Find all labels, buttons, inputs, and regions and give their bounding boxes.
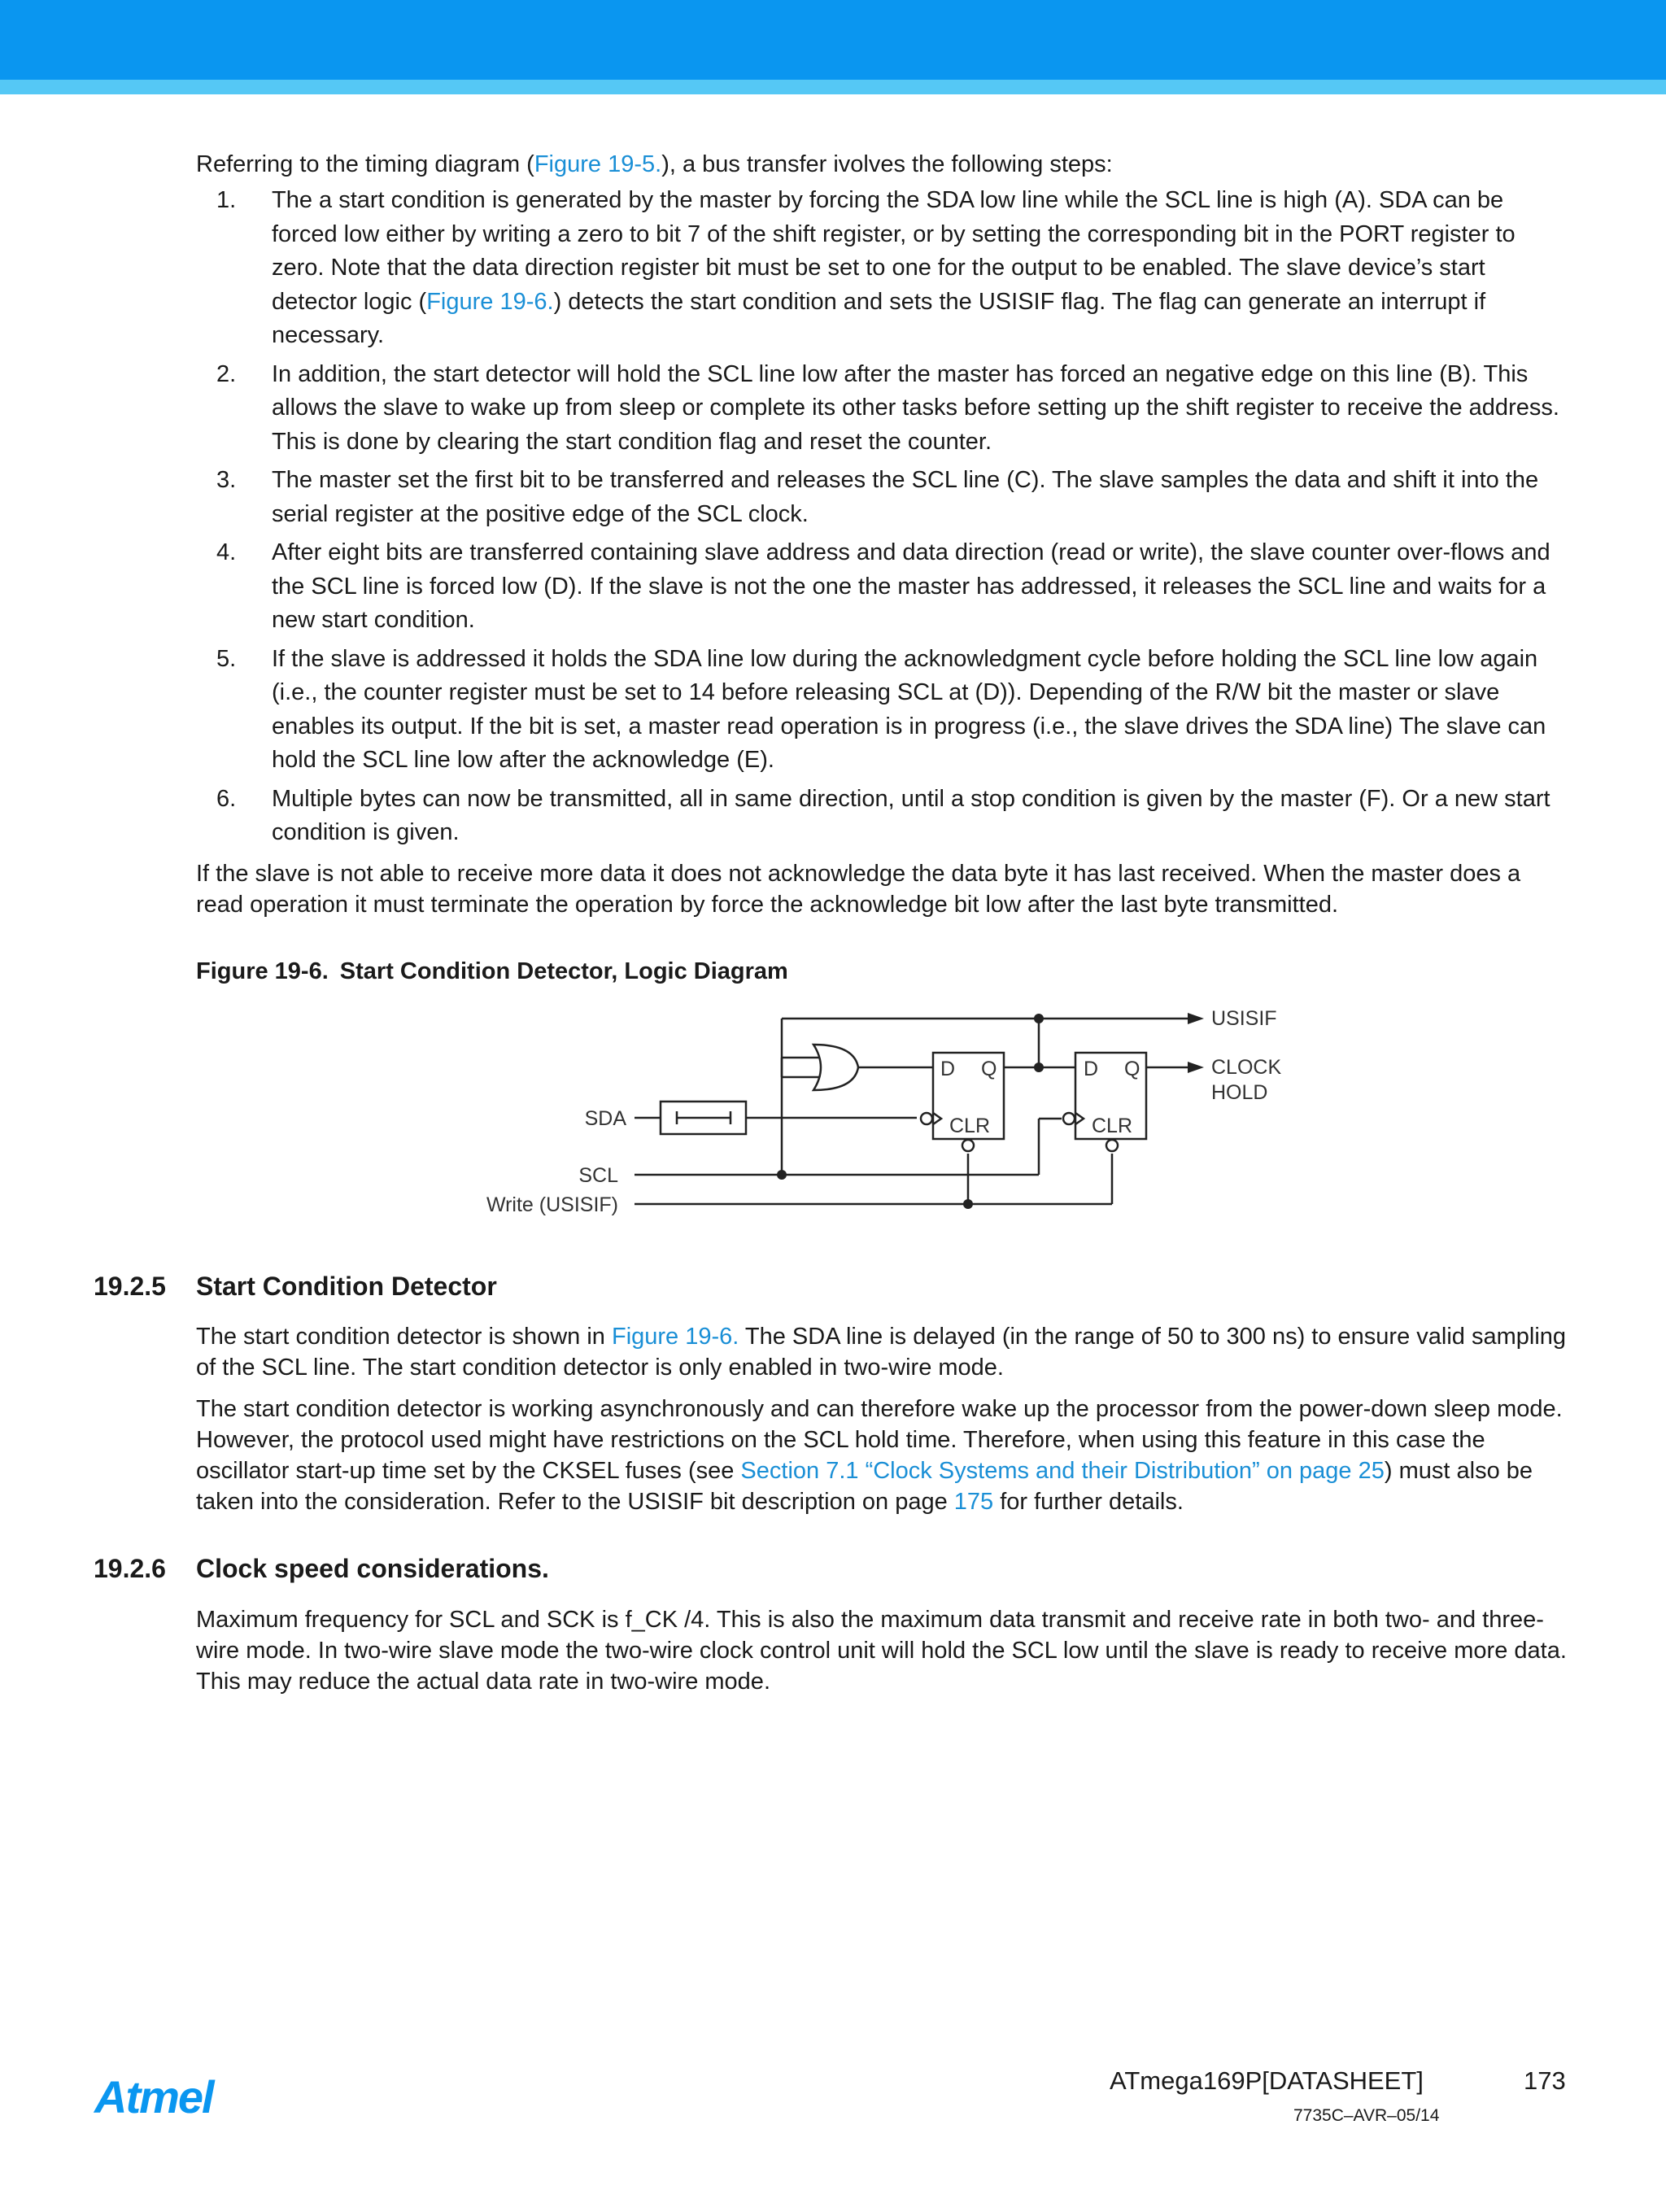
ff1-clock-triangle: [933, 1113, 941, 1124]
figure-caption: [196, 958, 788, 985]
scl-label: SCL: [578, 1164, 618, 1187]
write-label: Write (USISIF): [486, 1193, 618, 1216]
junction-dot: [1034, 1014, 1044, 1023]
clock-label: CLOCK: [1211, 1056, 1282, 1079]
ff2-d-label: D: [1084, 1058, 1099, 1080]
ff2-clock-bubble: [1063, 1113, 1075, 1124]
step-number: 3.: [216, 467, 237, 493]
figure-19-6-link[interactable]: Figure 19-6.: [426, 288, 554, 315]
section-7-1-link[interactable]: Section 7.1 “Clock Systems and their Distribution” on page 25: [740, 1458, 1385, 1484]
ff1-d-label: D: [940, 1058, 956, 1080]
ff1-q-label: Q: [981, 1058, 997, 1080]
footer-title: ATmega169P[DATASHEET]: [1110, 2066, 1424, 2095]
section-body-start-condition: [196, 1321, 1571, 1528]
step-number: 5.: [216, 645, 237, 672]
page-175-link[interactable]: 175: [953, 1489, 994, 1515]
list-item: 5. If the slave is addressed it holds the SDA line low during the acknowledgment cycle before holding the SCL line low again (i.e., the counter register must be set to 14 before releasing SCL at (D)). Depending of the R/W bit the master or slave enables its output. If the bit is set, a master read operation is in progress (i.e., the slave drives the SDA line) The slave can hold the SCL line low after the acknowledge (E).: [196, 643, 1571, 778]
hold-label: HOLD: [1211, 1081, 1268, 1104]
section-heading-start-condition: 19.2.5 Start Condition Detector: [94, 1272, 497, 1301]
sda-label: SDA: [584, 1107, 626, 1130]
figure-19-6-link[interactable]: Figure 19-6.: [611, 1324, 739, 1350]
junction-dot: [1034, 1062, 1044, 1072]
ff2-clock-triangle: [1075, 1113, 1084, 1124]
document-code: 7735C–AVR–05/14: [1293, 2106, 1440, 2125]
atmel-logo: Atmel: [94, 2071, 213, 2123]
junction-dot: [963, 1199, 973, 1209]
section-paragraph: Maximum frequency for SCL and SCK is f_CK /4. This is also the maximum data transmit and receive rate in both two- and three-wire mode. In two-wire slave mode the two-wire clock control unit will hold the SCL low until the slave is ready to receive more data. This may reduce the actual data rate in two-wire mode.: [196, 1607, 1567, 1695]
section-paragraph: The start condition detector is shown in Figure 19-6. The SDA line is delayed (in the range of 50 to 300 ns) to ensure valid sampling of the SCL line. The start condition detector is only enabled in two-wire mode.: [196, 1324, 1567, 1381]
clock-hold-arrow: [1188, 1062, 1204, 1073]
intro-paragraph: Referring to the timing diagram (Figure 19-5.), a bus transfer ivolves the following steps:: [196, 151, 1113, 177]
step-number: 4.: [216, 539, 237, 565]
ff2-clr-label: CLR: [1092, 1115, 1133, 1137]
or-gate: [813, 1045, 858, 1090]
figure-title: Start Condition Detector, Logic Diagram: [339, 958, 788, 984]
figure-label: Figure 19-6.: [196, 958, 329, 984]
usisif-label: USISIF: [1211, 1007, 1277, 1030]
after-steps-paragraph: If the slave is not able to receive more data it does not acknowledge the data byte it has last received. When the master does a read operation it must terminate the operation by force the acknowledge bit low after the last byte transmitted.: [196, 860, 1521, 918]
list-item: 2. In addition, the start detector will hold the SCL line low after the master has forced an negative edge on this line (B). This allows the slave to wake up from sleep or complete its other tasks before setting up the shift register to receive the address. This is done by clearing the start condition flag and reset the counter.: [196, 358, 1571, 460]
step-number: 2.: [216, 360, 237, 387]
list-item: 4. After eight bits are transferred containing slave address and data direction (read or write), the slave counter over-flows and the SCL line is forced low (D). If the slave is not the one the master has addressed, it releases the SCL line and waits for a new start condition.: [196, 536, 1571, 638]
section-body-clock-speed: [196, 1604, 1571, 1708]
main-content: [196, 148, 1571, 920]
figure-19-5-link[interactable]: Figure 19-5.: [534, 151, 662, 177]
logic-diagram: [472, 999, 1326, 1227]
list-item: 1. The a start condition is generated by the master by forcing the SDA low line while the SCL line is high (A). SDA can be forced low either by writing a zero to bit 7 of the shift register, or by setting the corresponding bit in the PORT register to zero. Note that the data direction register bit must be set to one for the output to be enabled. The slave device’s start detector logic (Figure 19-6.) detects the start condition and sets the USISIF flag. The flag can generate an interrupt if necessary.: [196, 184, 1571, 353]
ff2-q-label: Q: [1124, 1058, 1140, 1080]
section-heading-clock-speed: 19.2.6 Clock speed considerations.: [94, 1554, 549, 1583]
ff1-clr-bubble: [962, 1140, 974, 1151]
ff1-clock-bubble: [921, 1113, 932, 1124]
header-bar: [0, 0, 1666, 80]
step-number: 1.: [216, 187, 237, 213]
list-item: 6. Multiple bytes can now be transmitted, all in same direction, until a stop condition is given by the master (F). Or a new start condition is given.: [196, 783, 1571, 850]
step-number: 6.: [216, 785, 237, 812]
junction-dot: [777, 1170, 787, 1180]
section-paragraph: The start condition detector is working asynchronously and can therefore wake up the processor from the power-down sleep mode. However, the protocol used might have restrictions on the SCL hold time. Therefore, when using this feature in this case the oscillator start-up time set by the CKSEL fuses (see Section 7.1 “Clock Systems and their Distribution” on page 25) must also be taken into the consideration. Refer to the USISIF bit description on page 175 for further details.: [196, 1396, 1563, 1515]
usisif-arrow: [1188, 1013, 1204, 1024]
ff2-clr-bubble: [1106, 1140, 1118, 1151]
page-number: 173: [1524, 2066, 1566, 2095]
header-bar-edge: [0, 80, 1666, 94]
ff1-clr-label: CLR: [949, 1115, 991, 1137]
steps-list: [196, 184, 1571, 850]
list-item: 3. The master set the first bit to be transferred and releases the SCL line (C). The slave samples the data and shift it into the serial register at the positive edge of the SCL clock.: [196, 464, 1571, 531]
